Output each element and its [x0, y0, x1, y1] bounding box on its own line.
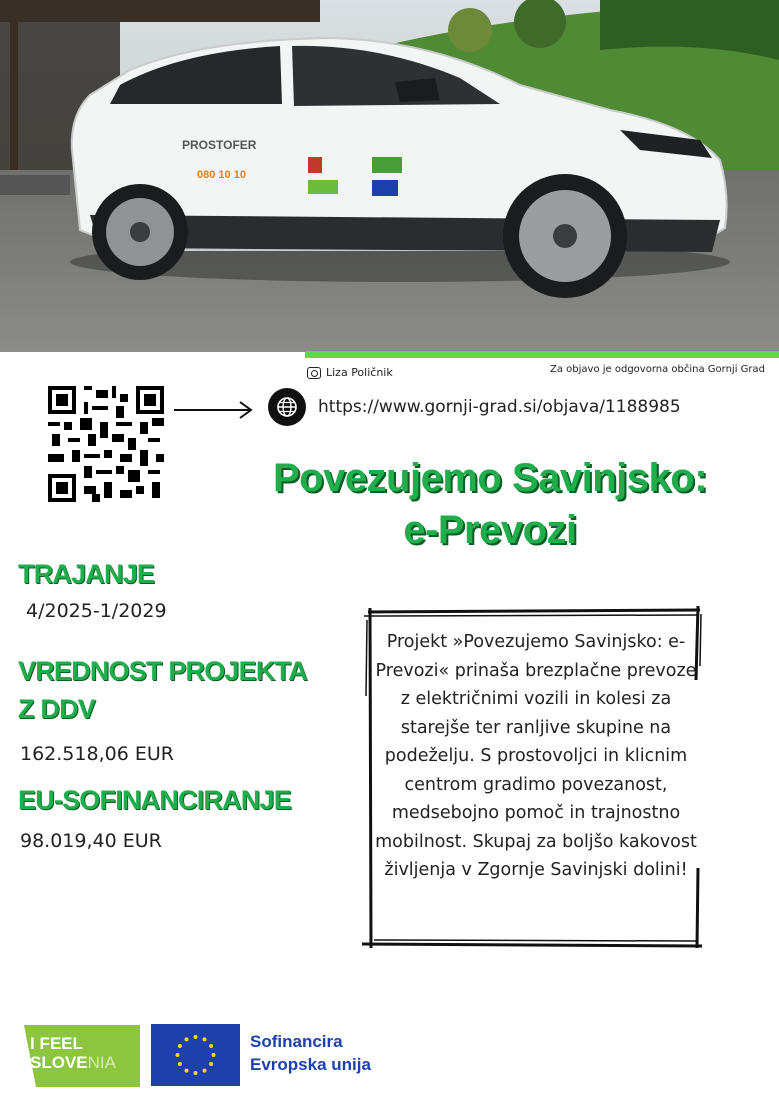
eu-cofunded-text: [250, 1030, 371, 1076]
car-phone-decal: 080 10 10: [197, 169, 246, 181]
title-line-1: Povezujemo Savinjsko:: [272, 456, 708, 500]
title-line-2: e-Prevozi: [403, 508, 577, 552]
photographer-name: Liza Poličnik: [326, 366, 393, 379]
ifs-nia: NIA: [87, 1053, 116, 1072]
i-feel-slovenia-logo: [24, 1025, 140, 1087]
project-value-amount: 162.518,06 EUR: [20, 743, 174, 765]
las-logo-decal: [372, 157, 402, 173]
green-divider-bar: [305, 351, 779, 358]
eu-text-line-1: Sofinancira: [250, 1032, 343, 1051]
responsibility-note: Za objavo je odgovorna občina Gornji Grad: [550, 364, 765, 375]
project-url-link[interactable]: https://www.gornji-grad.si/objava/1188985: [318, 397, 681, 417]
arrow-right-icon: [172, 397, 256, 423]
duration-label: TRAJANJE: [18, 559, 155, 589]
project-description: Projekt »Povezujemo Savinjsko: e-Prevozi« prinaša brezplačne prevoze z električnimi vozili in kolesi za starejše ter ranljive skupine na podeželju. S prostovoljci in klicnim centrom gradimo povezanost, medsebojno pomoč in trajnostno mobilnost. Skupaj za boljšo kakovost življenja v Zgornje Savinjski dolini!: [375, 632, 697, 880]
camera-icon: [307, 367, 321, 379]
svg-text:SLOVENIA: [30, 1053, 117, 1072]
ifs-logo-decal: [308, 180, 338, 194]
hero-photo: [0, 0, 779, 352]
photo-credit: [307, 366, 393, 379]
eu-text-line-2: Evropska unija: [250, 1055, 371, 1074]
ifs-line-1: I FEEL: [30, 1034, 83, 1053]
eu-flag-decal: [372, 180, 398, 196]
car-photo-illustration: [0, 0, 779, 352]
duration-value: 4/2025-1/2029: [26, 600, 167, 622]
eu-cofinancing-amount: 98.019,40 EUR: [20, 830, 162, 852]
eu-stars-icon: [151, 1024, 240, 1086]
project-value-label-line1: VREDNOST PROJEKTA: [18, 656, 307, 686]
eu-flag: [151, 1024, 240, 1086]
eu-cofinancing-label: EU-SOFINANCIRANJE: [18, 785, 291, 815]
globe-icon: [268, 388, 306, 426]
car-brand-decal: PROSTOFER: [182, 138, 257, 152]
qr-code[interactable]: [48, 386, 164, 502]
ifs-s: S: [30, 1053, 42, 1072]
ifs-love: LOVE: [41, 1053, 88, 1072]
coat-of-arms-decal: [308, 157, 322, 173]
page-title: [240, 452, 740, 556]
project-value-label-line2: Z DDV: [18, 694, 96, 724]
